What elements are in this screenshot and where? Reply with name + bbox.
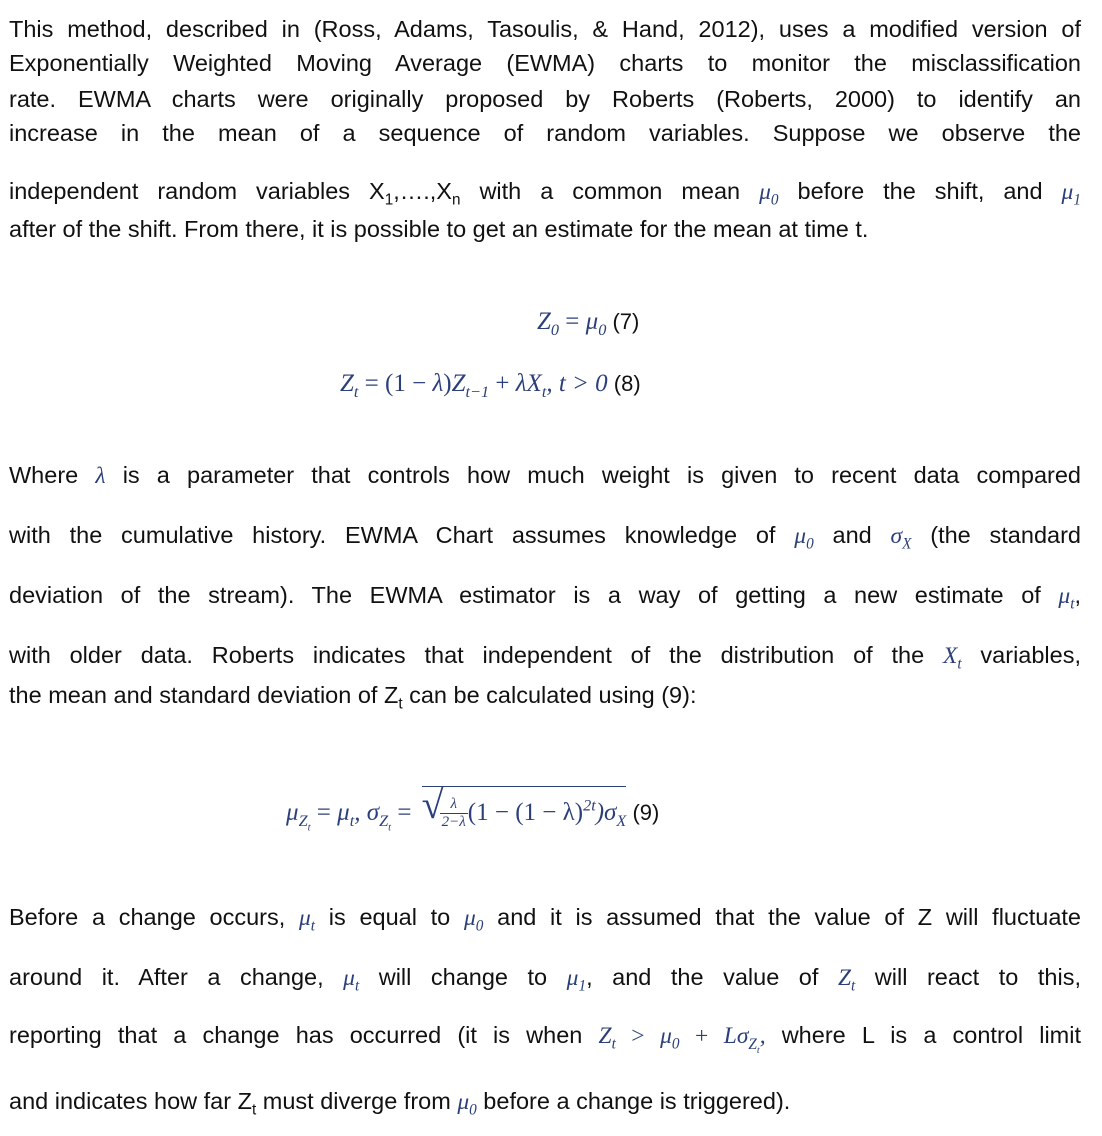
eq-subscript: 0 bbox=[598, 321, 607, 339]
paragraph-3-line-4 bbox=[9, 640, 1081, 673]
l-sigma-z-symbol: $L\sigma_{Z_t}$, bbox=[723, 1023, 766, 1056]
text-span: , and the value of bbox=[586, 964, 838, 990]
subscript: t bbox=[398, 695, 403, 713]
paragraph-1-line-2: Exponentially Weighted Moving Average (EWMA) charts to monitor the misclassification bbox=[9, 50, 1081, 76]
text-span: and bbox=[813, 522, 891, 548]
eq-operator: = bbox=[559, 308, 586, 335]
mu-1-symbol: $\mu_1$ bbox=[566, 965, 587, 995]
eq-operator: = (1 − bbox=[358, 370, 433, 397]
paragraph-4-line-4 bbox=[9, 1086, 1081, 1119]
mu-0-symbol: $\mu_0$ bbox=[759, 179, 779, 209]
paragraph-4-line-1 bbox=[9, 902, 1081, 935]
mu-0-symbol: $\mu_0$ bbox=[463, 905, 484, 935]
eq-subscript: Zt bbox=[379, 812, 392, 834]
text-span: (the standard bbox=[911, 522, 1081, 548]
text-span: independent random variables X bbox=[9, 178, 385, 204]
eq-subscript: t bbox=[349, 812, 355, 830]
text-span: ,….,X bbox=[393, 178, 452, 204]
eq-operator: > bbox=[615, 1023, 661, 1049]
eq-symbol: σ bbox=[366, 799, 380, 826]
text-span: before the shift, and bbox=[778, 178, 1062, 204]
text-span: is a parameter that controls how much weight is given to recent data compared bbox=[105, 462, 1081, 488]
paragraph-3-line-2 bbox=[9, 520, 1081, 553]
paragraph-4-line-2 bbox=[9, 962, 1081, 995]
eq-symbol: Z bbox=[537, 308, 551, 335]
eq-subscript: Zt bbox=[298, 812, 311, 834]
equation-7 bbox=[537, 304, 639, 338]
paragraph-2-line-1 bbox=[9, 176, 1081, 209]
text-span: the mean and standard deviation of Z bbox=[9, 682, 399, 708]
text-span: before a change is triggered). bbox=[476, 1088, 791, 1114]
paragraph-2-line-2: after of the shift. From there, it is possible to get an estimate for the mean at time t. bbox=[9, 216, 869, 242]
text-span: Before a change occurs, bbox=[9, 904, 299, 930]
mu-t-symbol: $\mu_t$ bbox=[299, 905, 316, 935]
eq-symbol: λX bbox=[515, 370, 542, 397]
equation-number: (9) bbox=[626, 800, 660, 825]
z-t-symbol: $Z_t$ bbox=[598, 1023, 616, 1053]
paragraph-3-line-5 bbox=[9, 680, 1081, 713]
lambda-symbol: λ bbox=[95, 463, 106, 489]
equation-number: (7) bbox=[606, 309, 640, 334]
eq-exponent: 2t bbox=[583, 796, 596, 815]
text-span: will react to this, bbox=[855, 964, 1081, 990]
text-span: with a common mean bbox=[460, 178, 760, 204]
z-t-symbol: $Z_t$ bbox=[837, 965, 856, 995]
eq-operator: + bbox=[489, 370, 516, 397]
eq-body: )σ bbox=[595, 799, 617, 826]
text-span: reporting that a change has occurred (it is when bbox=[9, 1022, 599, 1048]
eq-symbol: λ bbox=[432, 370, 444, 397]
paragraph-3-line-1 bbox=[9, 460, 1081, 490]
text-span: will change to bbox=[359, 964, 567, 990]
eq-operator: + bbox=[679, 1023, 724, 1049]
eq-subscript: t−1 bbox=[465, 383, 490, 401]
subscript: t bbox=[251, 1101, 257, 1119]
subscript: n bbox=[451, 191, 461, 209]
text-span: around it. After a change, bbox=[9, 964, 344, 990]
square-root bbox=[421, 782, 627, 838]
x-t-symbol: $X_t$ bbox=[942, 643, 962, 673]
text-span: must diverge from bbox=[256, 1088, 458, 1114]
paragraph-1-line-1: This method, described in (Ross, Adams, Tasoulis, & Hand, 2012), uses a modified version of bbox=[9, 16, 1081, 42]
sqrt-icon: √ bbox=[421, 782, 444, 827]
eq-subscript: 0 bbox=[550, 321, 560, 339]
text-span: with the cumulative history. EWMA Chart assumes knowledge of bbox=[9, 522, 795, 548]
text-span: variables, bbox=[961, 642, 1081, 668]
eq-subscript: X bbox=[616, 812, 627, 830]
fraction bbox=[440, 796, 468, 831]
equation-number: (8) bbox=[607, 371, 641, 396]
paragraph-4-line-3 bbox=[9, 1020, 1081, 1056]
paragraph-1-line-3: rate. EWMA charts were originally proposed by Roberts (Roberts, 2000) to identify an bbox=[9, 86, 1081, 112]
text-span: , bbox=[1074, 582, 1081, 608]
text-span: Where bbox=[9, 462, 96, 488]
equation-9 bbox=[286, 782, 660, 836]
eq-operator: = bbox=[391, 799, 418, 826]
eq-symbol: μ bbox=[337, 799, 350, 826]
eq-symbol: Z bbox=[451, 370, 466, 397]
text-span: and it is assumed that the value of Z will fluctuate bbox=[483, 904, 1081, 930]
text-span: can be calculated using (9): bbox=[402, 682, 697, 708]
eq-symbol: Z bbox=[340, 370, 354, 397]
text-span: where L is a control limit bbox=[765, 1022, 1081, 1048]
mu-t-symbol: $\mu_t$ bbox=[1058, 583, 1075, 613]
eq-symbol: μ bbox=[286, 799, 299, 826]
eq-symbol: μ bbox=[585, 308, 599, 335]
text-span: is equal to bbox=[315, 904, 464, 930]
mu-0-symbol: $\mu_0$ bbox=[457, 1089, 477, 1119]
sigma-x-symbol: $\sigma_X$ bbox=[890, 523, 912, 553]
equation-8 bbox=[340, 366, 641, 400]
subscript: 1 bbox=[384, 191, 394, 209]
text-span: with older data. Roberts indicates that independent of the distribution of the bbox=[9, 642, 943, 668]
eq-subscript: t bbox=[353, 383, 359, 401]
mu-0-symbol: $\mu_0$ bbox=[660, 1023, 680, 1053]
paragraph-1-line-4: increase in the mean of a sequence of random variables. Suppose we observe the bbox=[9, 120, 1081, 146]
eq-operator: = bbox=[310, 799, 338, 826]
eq-operator: ) bbox=[443, 370, 452, 397]
text-span: and indicates how far Z bbox=[9, 1088, 252, 1114]
mu-0-symbol: $\mu_0$ bbox=[794, 523, 814, 553]
mu-t-symbol: $\mu_t$ bbox=[343, 965, 360, 995]
fraction-numerator: λ bbox=[440, 796, 468, 814]
eq-condition: , t > 0 bbox=[546, 370, 608, 397]
paragraph-3-line-3 bbox=[9, 580, 1081, 613]
mu-1-symbol: $\mu_1$ bbox=[1061, 179, 1081, 209]
eq-body: (1 − (1 − λ) bbox=[467, 799, 584, 826]
eq-subscript: t bbox=[541, 383, 547, 401]
eq-operator: , bbox=[354, 799, 367, 826]
fraction-denominator: 2−λ bbox=[441, 813, 466, 830]
text-span: deviation of the stream). The EWMA estimator is a way of getting a new estimate of bbox=[9, 582, 1059, 608]
